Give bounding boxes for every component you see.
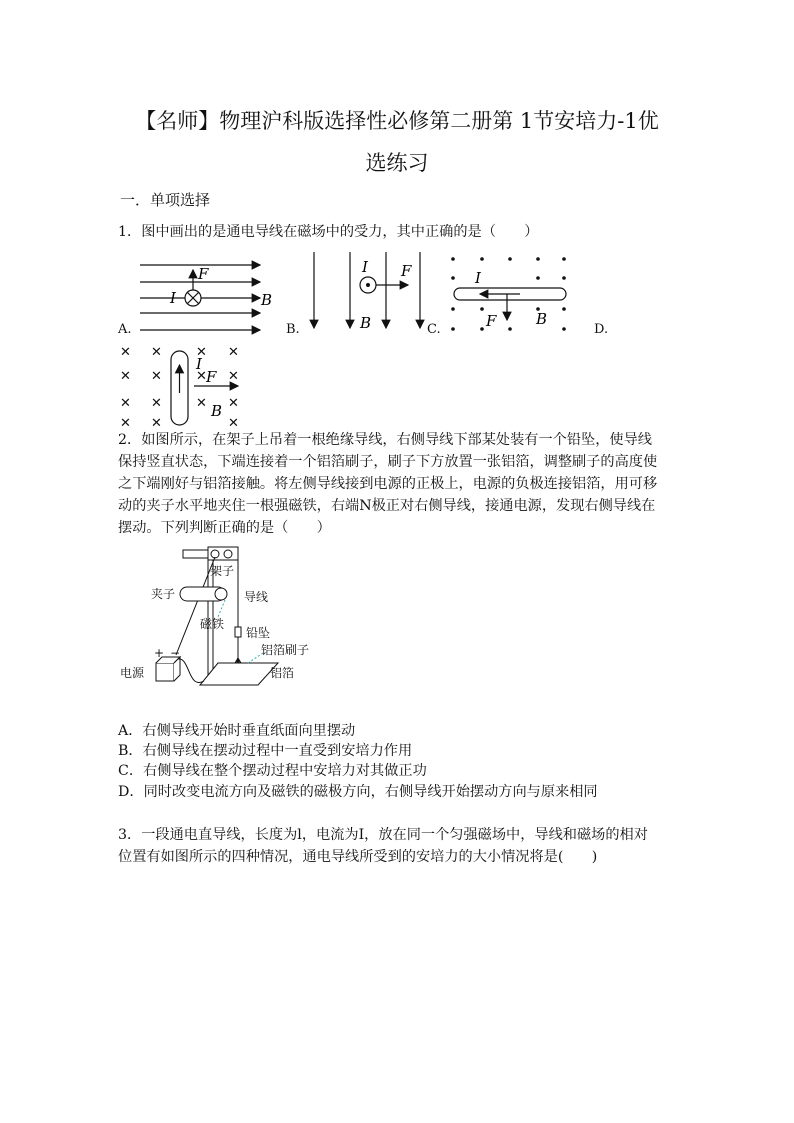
q2-label-minus: − [170,646,181,660]
q1d-f-label: F [206,368,217,386]
svg-text:✕: ✕ [228,369,239,384]
q2-label-weight: 铅坠 [246,626,271,640]
q1b-b-label: B [360,314,372,332]
q2-stem-line: 2．如图所示，在架子上吊着一根绝缘导线，右侧导线下部某处装有一个铅坠，使导线 [118,432,652,448]
q1b-i-label: I [362,258,368,276]
q2-label-plus: + [154,646,165,660]
section-heading: 一．单项选择 [120,191,211,209]
q1-figure-d [116,343,246,428]
svg-text:✕: ✕ [151,416,162,428]
q2-stem-line: 动的夹子水平地夹住一根强磁铁，右端N极正对右侧导线，接通电源，发现右侧导线在 [118,498,656,514]
question-1-stem: 1．图中画出的是通电导线在磁场中的受力，其中正确的是（ ） [118,224,539,240]
q2-stem-line: 摆动。下列判断正确的是（ ） [118,520,331,536]
q2-label-clip: 夹子 [151,587,176,601]
q2-label-source: 电源 [120,666,145,680]
q1-option-b[interactable]: B. [286,322,300,337]
q1b-f-label: F [401,262,412,280]
svg-text:✕: ✕ [120,416,131,428]
q2-label-magnet: 磁铁 [200,617,225,631]
q1-option-c[interactable]: C. [427,322,441,337]
question-3-stem [118,824,684,868]
svg-text:✕: ✕ [151,345,162,360]
q2-option-a[interactable]: A．右侧导线开始时垂直纸面向里摆动 [118,723,356,739]
q1-figure-b [300,250,430,335]
q1c-i-label: I [475,269,481,287]
q2-label-wire: 导线 [244,590,269,604]
svg-text:✕: ✕ [120,345,131,360]
svg-text:✕: ✕ [196,345,207,360]
q1-figure-c [440,250,580,340]
q1d-b-label: B [211,402,223,420]
q1a-b-label: B [261,291,273,309]
q1c-f-label: F [486,312,497,330]
q1-figure-a [118,252,288,342]
q1a-i-label: I [170,289,176,307]
q2-apparatus-figure [118,545,338,690]
q1d-i-label: I [196,355,202,373]
svg-text:✕: ✕ [151,396,162,411]
q2-label-brush: 铝箔刷子 [261,643,310,657]
q3-stem-line: 位置有如图所示的四种情况，通电导线所受到的安培力的大小情况将是( ) [118,849,598,865]
q2-stem-line: 之下端刚好与铝箔接触。将左侧导线接到电源的正极上，电源的负极连接铝箔，用可移 [118,476,658,492]
svg-text:✕: ✕ [228,345,239,360]
q1a-f-label: F [198,265,209,283]
q2-option-d[interactable]: D．同时改变电流方向及磁铁的磁极方向，右侧导线开始摆动方向与原来相同 [118,784,598,800]
svg-text:✕: ✕ [228,416,239,428]
q1-option-a[interactable]: A. [118,322,132,337]
title-line-1: 【名师】物理沪科版选择性必修第二册第 1节安培力-1优 [135,109,659,133]
svg-text:✕: ✕ [196,396,207,411]
svg-text:✕: ✕ [120,369,131,384]
svg-text:✕: ✕ [228,396,239,411]
q2-label-frame: 架子 [210,564,235,578]
q1-option-d[interactable]: D. [594,322,609,337]
q3-stem-line: 3．一段通电直导线，长度为l，电流为I，放在同一个匀强磁场中，导线和磁场的相对 [118,827,648,843]
title-line-2: 选练习 [365,151,429,175]
svg-text:✕: ✕ [120,396,131,411]
q2-label-foil: 铝箔 [270,666,295,680]
q1c-b-label: B [536,310,548,328]
svg-text:✕: ✕ [151,369,162,384]
svg-text:✕: ✕ [196,369,207,384]
page-title [60,100,734,184]
q2-stem-line: 保持竖直状态，下端连接着一个铝箔刷子，刷子下方放置一张铝箔，调整刷子的高度使 [118,454,658,470]
q2-option-c[interactable]: C．右侧导线在整个摆动过程中安培力对其做正功 [118,763,427,779]
q2-option-b[interactable]: B．右侧导线在摆动过程中一直受到安培力作用 [118,743,413,759]
question-2-stem [118,429,684,539]
